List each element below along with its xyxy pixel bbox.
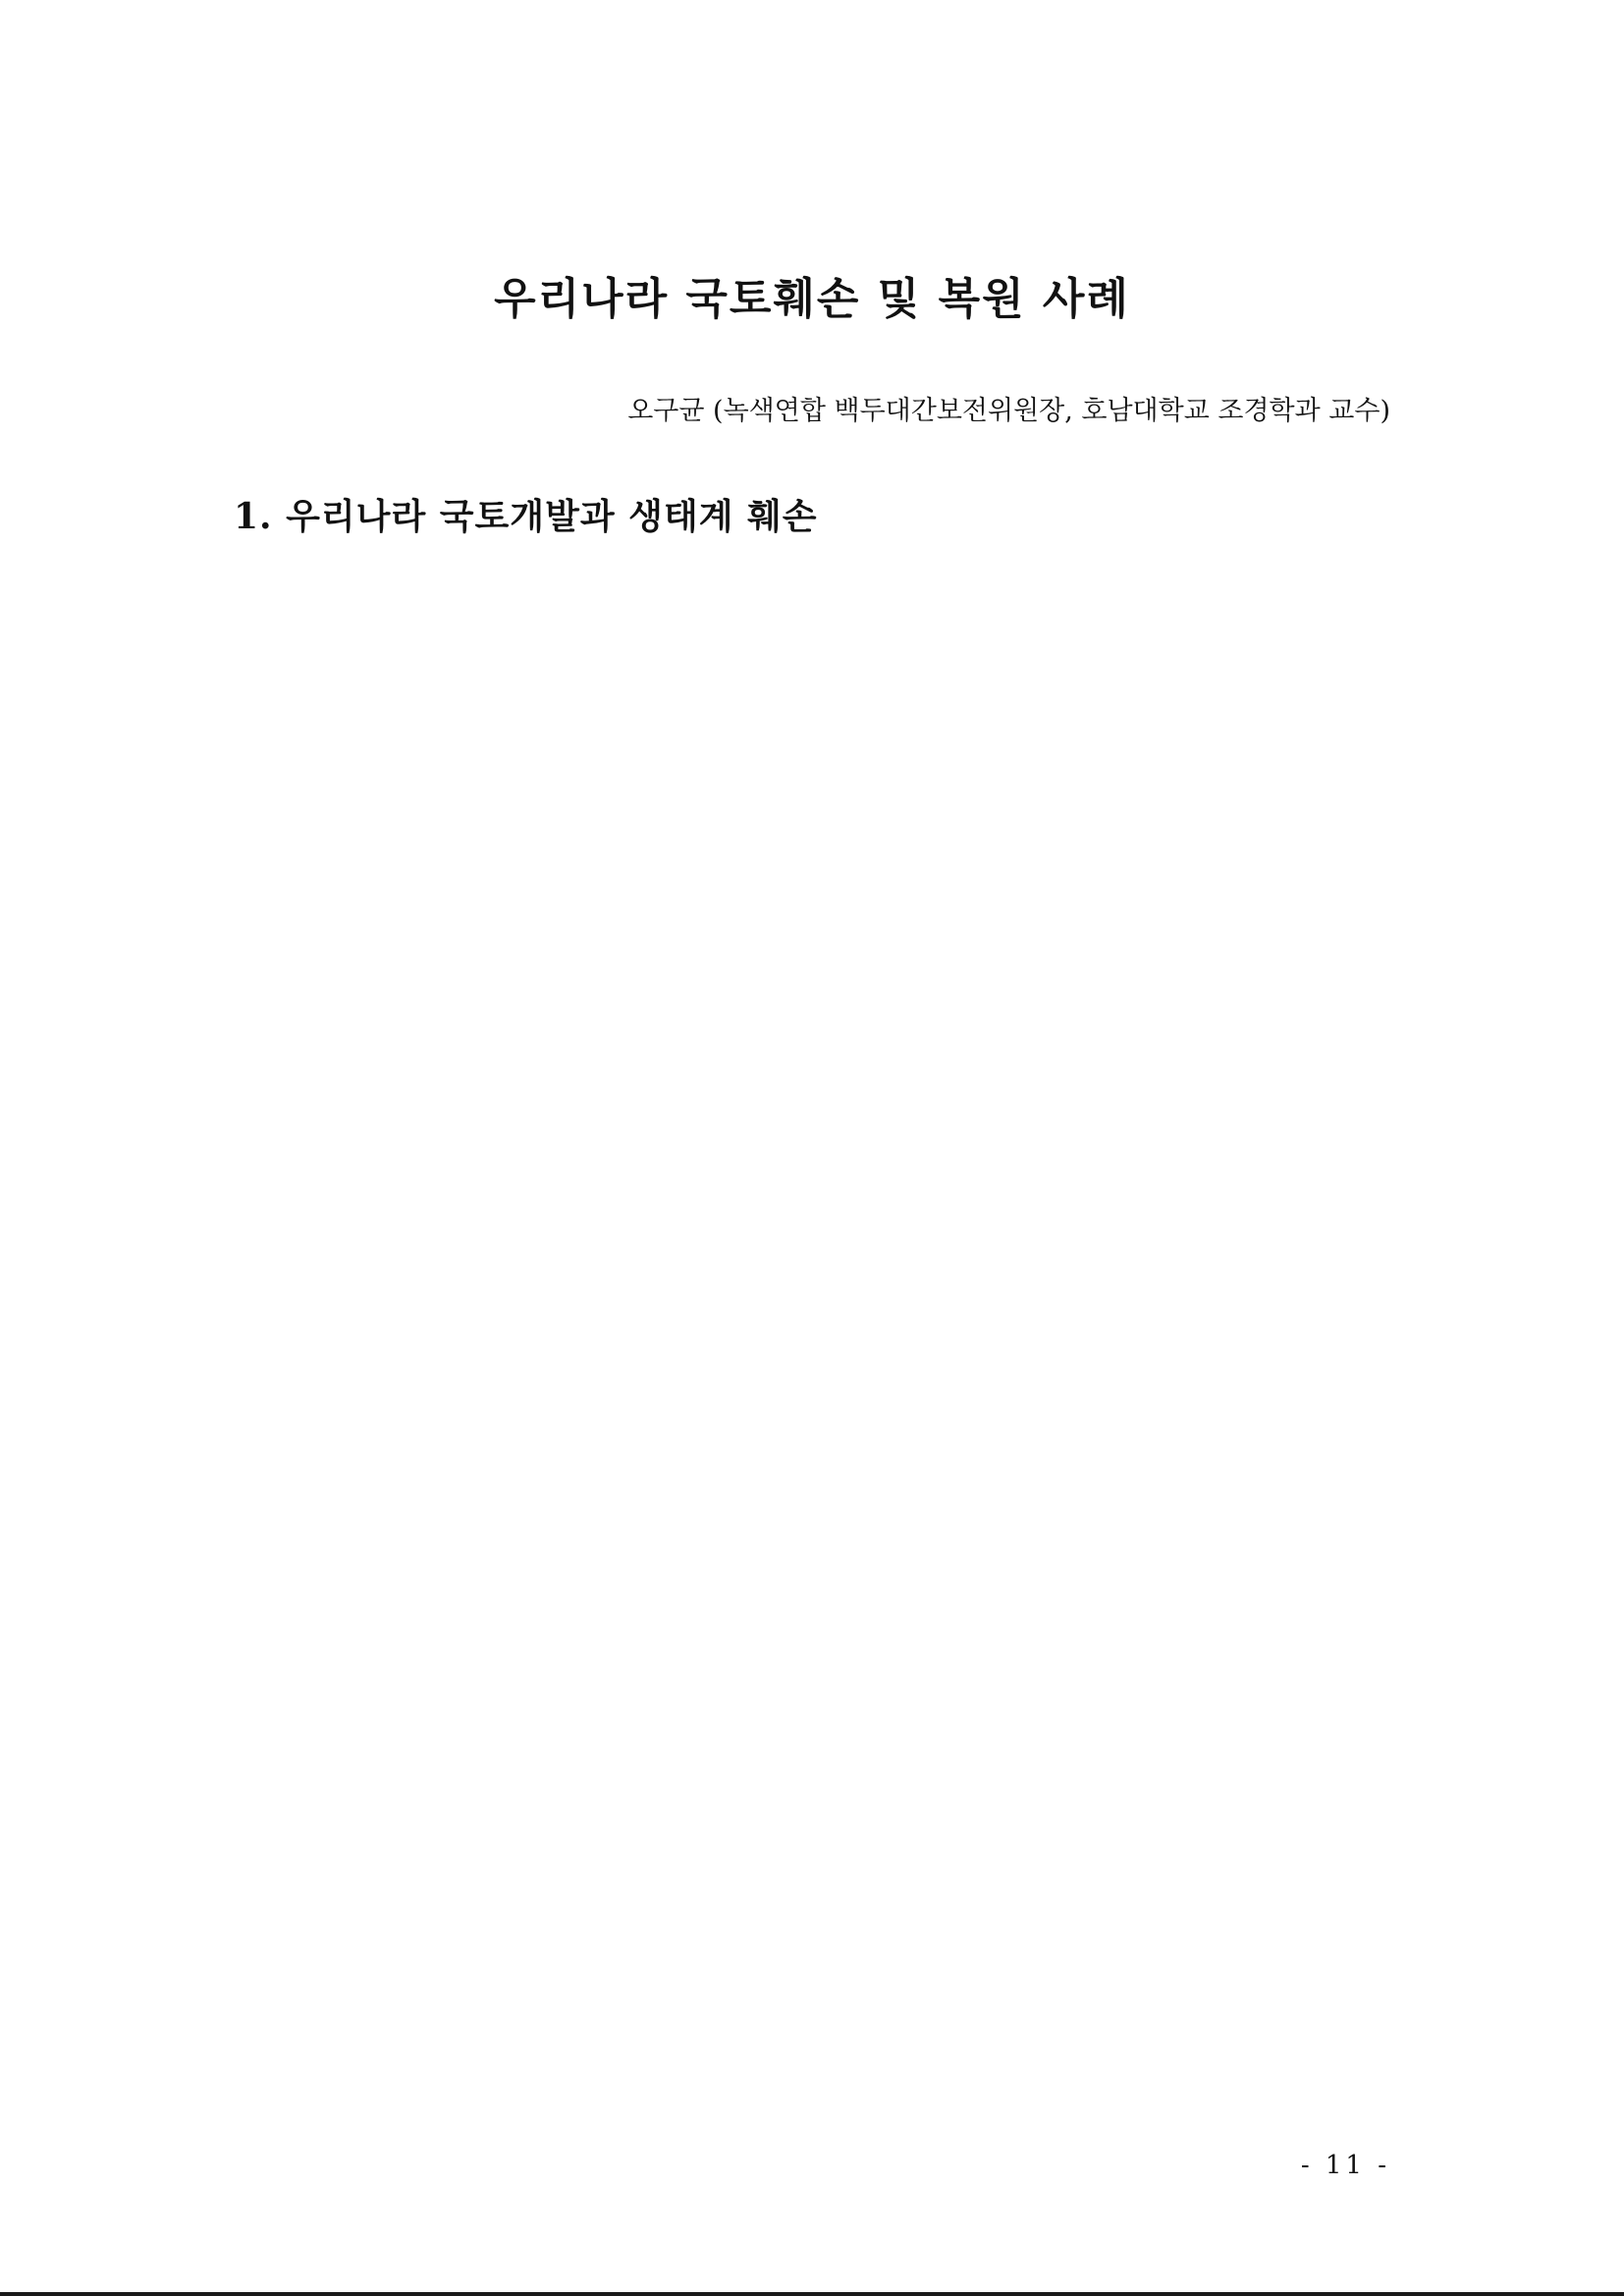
page-number: - 11 - [1300, 2151, 1390, 2180]
bottom-divider [0, 2292, 1624, 2296]
paragraph [234, 665, 1390, 720]
author-line: 오구균 (녹색연합 백두대간보전위원장, 호남대학교 조경학과 교수) [627, 396, 1390, 426]
paragraph [234, 720, 1390, 775]
document-title: 우리나라 국토훼손 및 복원 사례 [494, 274, 1130, 324]
paragraph [234, 611, 1390, 666]
section-heading: 1. 우리나라 국토개발과 생태계 훼손 [234, 496, 818, 537]
body-text [234, 556, 1390, 774]
paragraph [234, 556, 1390, 611]
